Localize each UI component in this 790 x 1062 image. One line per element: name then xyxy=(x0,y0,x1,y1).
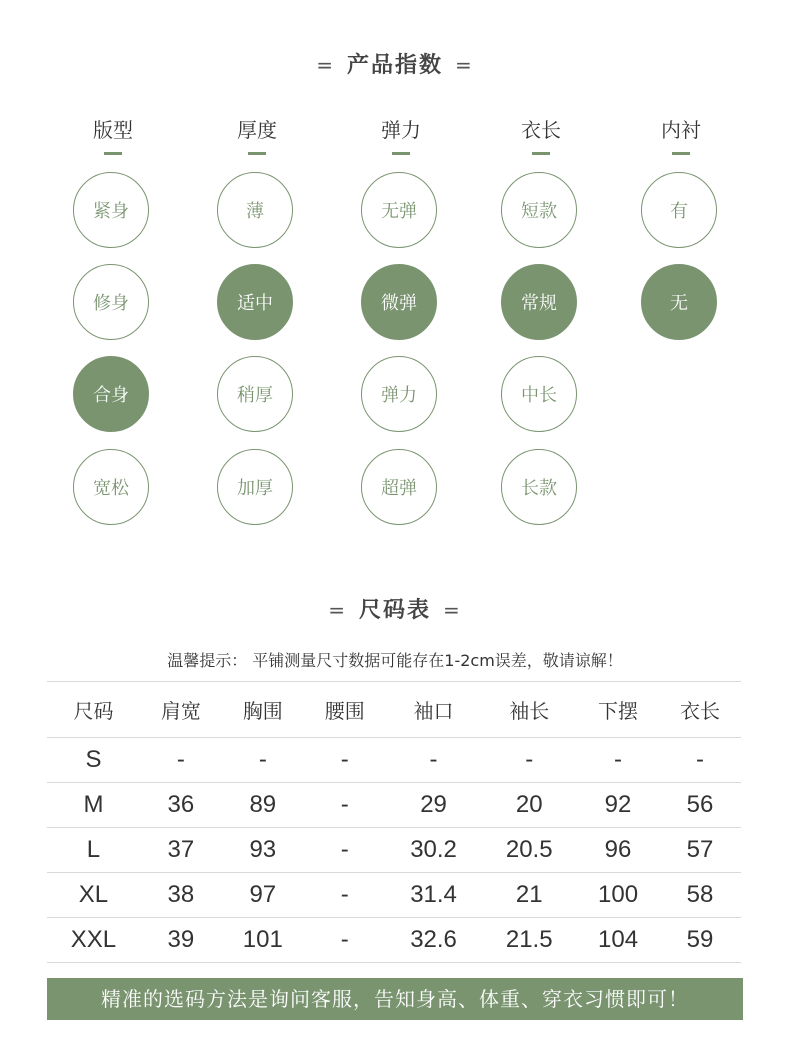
table-cell: - xyxy=(304,918,386,963)
table-cell: 21.5 xyxy=(481,918,577,963)
table-cell: - xyxy=(304,828,386,873)
table-cell: 37 xyxy=(140,828,222,873)
table-cell: 56 xyxy=(659,783,741,828)
index-option: 有 xyxy=(641,172,717,248)
size-table-header-cell: 袖口 xyxy=(386,682,482,738)
index-option: 长款 xyxy=(501,449,577,525)
table-row xyxy=(47,873,741,918)
index-column-header: 版型 xyxy=(93,118,133,142)
table-row xyxy=(47,918,741,963)
index-option: 短款 xyxy=(501,172,577,248)
table-row xyxy=(47,828,741,873)
index-option: 加厚 xyxy=(217,449,293,525)
product-index-title: = 产品指数 = xyxy=(316,53,474,78)
table-cell: 20.5 xyxy=(481,828,577,873)
table-cell: 39 xyxy=(140,918,222,963)
size-table-header-cell: 下摆 xyxy=(577,682,659,738)
index-option: 弹力 xyxy=(361,356,437,432)
table-cell: XL xyxy=(47,873,140,918)
table-cell: - xyxy=(304,783,386,828)
index-option-selected: 常规 xyxy=(501,264,577,340)
table-cell: 101 xyxy=(222,918,304,963)
index-column xyxy=(361,116,441,499)
size-chart-title-text: 尺码表 xyxy=(358,598,431,623)
table-cell: 31.4 xyxy=(386,873,482,918)
table-cell: 38 xyxy=(140,873,222,918)
index-column-header: 内衬 xyxy=(661,118,701,142)
table-cell: - xyxy=(659,738,741,783)
size-chart-title: = 尺码表 = xyxy=(328,598,462,623)
size-table-header-cell: 袖长 xyxy=(481,682,577,738)
table-cell: - xyxy=(481,738,577,783)
index-option-selected: 适中 xyxy=(217,264,293,340)
table-cell: 21 xyxy=(481,873,577,918)
index-option: 稍厚 xyxy=(217,356,293,432)
index-column xyxy=(501,116,581,499)
index-option: 薄 xyxy=(217,172,293,248)
table-row xyxy=(47,738,741,783)
index-option: 超弹 xyxy=(361,449,437,525)
index-option: 中长 xyxy=(501,356,577,432)
index-column-header: 衣长 xyxy=(521,118,561,142)
table-cell: 104 xyxy=(577,918,659,963)
table-cell: 97 xyxy=(222,873,304,918)
table-cell: 89 xyxy=(222,783,304,828)
index-column xyxy=(73,116,153,499)
table-cell: - xyxy=(386,738,482,783)
table-cell: 57 xyxy=(659,828,741,873)
size-table-header-cell: 尺码 xyxy=(47,682,140,738)
index-column xyxy=(217,116,297,499)
index-option-selected: 微弹 xyxy=(361,264,437,340)
table-cell: - xyxy=(304,738,386,783)
table-cell: - xyxy=(304,873,386,918)
table-cell: 92 xyxy=(577,783,659,828)
index-option: 宽松 xyxy=(73,449,149,525)
index-option: 无弹 xyxy=(361,172,437,248)
size-table-header-cell: 衣长 xyxy=(659,682,741,738)
header-underline xyxy=(392,152,410,155)
table-cell: 93 xyxy=(222,828,304,873)
size-table-header-cell: 肩宽 xyxy=(140,682,222,738)
index-option: 紧身 xyxy=(73,172,149,248)
table-cell: S xyxy=(47,738,140,783)
measurement-tip: 温馨提示： 平铺测量尺寸数据可能存在1-2cm误差，敬请谅解！ xyxy=(167,651,623,670)
table-cell: - xyxy=(140,738,222,783)
product-index-title-text: 产品指数 xyxy=(346,53,443,78)
table-cell: 30.2 xyxy=(386,828,482,873)
header-underline xyxy=(248,152,266,155)
table-cell: 100 xyxy=(577,873,659,918)
size-advice-banner: 精准的选码方法是询问客服，告知身高、体重、穿衣习惯即可！ xyxy=(47,978,743,1020)
table-cell: L xyxy=(47,828,140,873)
size-table-header-cell: 胸围 xyxy=(222,682,304,738)
table-cell: 96 xyxy=(577,828,659,873)
index-column-header: 厚度 xyxy=(237,118,277,142)
index-column xyxy=(641,116,721,314)
size-table-header-cell: 腰围 xyxy=(304,682,386,738)
table-cell: 59 xyxy=(659,918,741,963)
header-underline xyxy=(104,152,122,155)
header-underline xyxy=(532,152,550,155)
table-cell: 58 xyxy=(659,873,741,918)
index-option: 修身 xyxy=(73,264,149,340)
index-column-header: 弹力 xyxy=(381,118,421,142)
table-cell: 32.6 xyxy=(386,918,482,963)
table-cell: 29 xyxy=(386,783,482,828)
size-table-body xyxy=(47,738,741,963)
index-option-selected: 无 xyxy=(641,264,717,340)
index-option-selected: 合身 xyxy=(73,356,149,432)
size-table-header xyxy=(47,682,741,738)
table-cell: 20 xyxy=(481,783,577,828)
table-cell: - xyxy=(222,738,304,783)
header-underline xyxy=(672,152,690,155)
table-cell: XXL xyxy=(47,918,140,963)
table-cell: - xyxy=(577,738,659,783)
table-cell: 36 xyxy=(140,783,222,828)
size-table xyxy=(47,681,741,963)
product-index-grid xyxy=(0,116,790,536)
table-row xyxy=(47,783,741,828)
table-cell: M xyxy=(47,783,140,828)
